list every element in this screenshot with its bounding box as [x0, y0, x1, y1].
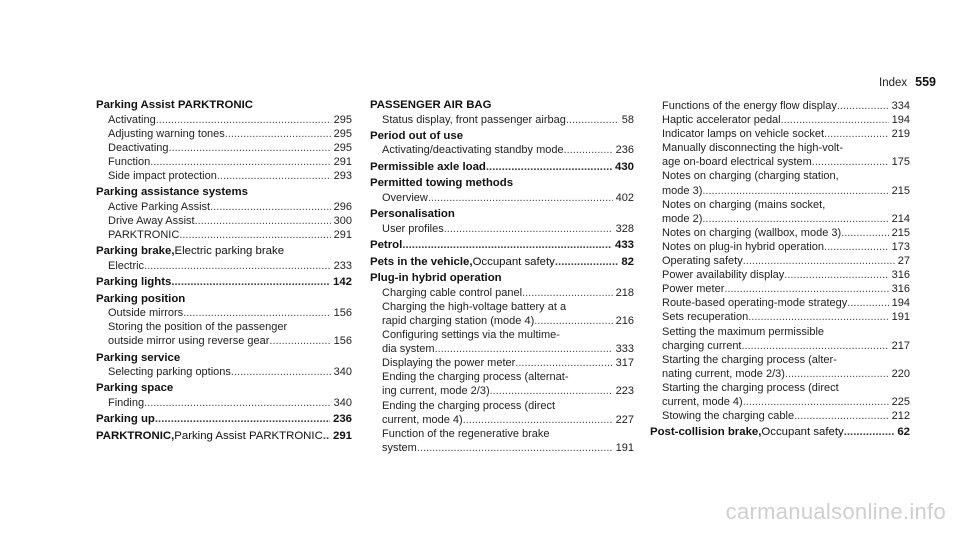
- index-entry: [370, 272, 634, 455]
- page-ref[interactable]: 216: [615, 314, 634, 327]
- page-ref[interactable]: 291: [333, 155, 352, 168]
- page-ref[interactable]: 402: [615, 191, 634, 204]
- entry-term[interactable]: Parking up: [96, 413, 155, 426]
- subentry-line: [108, 141, 352, 155]
- leader-dots: [743, 395, 889, 409]
- leader-dots: [534, 314, 612, 328]
- leader-dots: [564, 143, 613, 157]
- leader-dots: [171, 276, 330, 290]
- index-entry: [96, 245, 352, 273]
- subentry: [370, 356, 634, 370]
- page-ref[interactable]: 300: [333, 214, 352, 227]
- subentry-line: [108, 365, 352, 379]
- subentry: [96, 200, 352, 214]
- index-entry: [370, 99, 634, 127]
- page-ref[interactable]: 156: [333, 335, 352, 348]
- subentry-text[interactable]: Finding: [108, 396, 145, 409]
- entry-heading-line: [370, 239, 634, 253]
- entry-heading-line: [370, 177, 634, 191]
- subentry-text[interactable]: mode 2): [662, 212, 703, 225]
- subentry-text[interactable]: Power meter: [662, 283, 725, 296]
- subentry-line: [382, 191, 634, 205]
- leader-dots: [231, 365, 331, 379]
- subentry-text-line: Charging the high-voltage battery at a: [382, 300, 567, 313]
- subentry-text-line: Function of the regenerative brake: [382, 427, 550, 440]
- subentry-line: [662, 367, 910, 381]
- leader-dots: [417, 441, 613, 455]
- page-ref[interactable]: 225: [891, 395, 910, 408]
- subentry-text[interactable]: Functions of the energy flow display: [662, 100, 837, 112]
- entry-term[interactable]: PARKTRONIC,: [96, 429, 175, 442]
- leader-dots: [566, 113, 619, 127]
- page-ref[interactable]: 316: [891, 283, 910, 296]
- leader-dots: [522, 286, 613, 300]
- subentry: [650, 99, 910, 113]
- leader-dots: [702, 184, 888, 198]
- subentry-text[interactable]: current, mode 4): [662, 395, 743, 408]
- entry-term[interactable]: Parking assistance systems: [96, 186, 248, 199]
- leader-dots: [784, 268, 888, 282]
- index-column-1: [96, 99, 352, 447]
- subentry: [650, 127, 910, 141]
- leader-dots: [183, 306, 330, 320]
- subentry-line: [662, 282, 910, 296]
- subentry-text[interactable]: nating current, mode 2/3): [662, 367, 785, 380]
- subentry: [650, 113, 910, 127]
- index-entry: [96, 99, 352, 183]
- entry-heading-line: [96, 352, 352, 366]
- leader-dots: [402, 239, 612, 253]
- page-ref[interactable]: 296: [333, 200, 352, 213]
- subentry: [370, 328, 634, 356]
- leader-dots: [702, 212, 888, 226]
- subentry-text[interactable]: Electric: [108, 259, 145, 272]
- leader-dots: [225, 127, 331, 141]
- subentry-line: [108, 214, 352, 228]
- subentry-line: [662, 240, 910, 254]
- subentry-line: [662, 268, 910, 282]
- index-entry: [370, 256, 634, 270]
- index-entry: [96, 276, 352, 290]
- subentry-text[interactable]: Notes on charging (wallbox, mode 3): [662, 226, 842, 239]
- leader-dots: [837, 99, 889, 113]
- subentry-line: [382, 314, 634, 328]
- subentry: [370, 427, 634, 455]
- entry-heading-line: [96, 430, 352, 444]
- subentry-text[interactable]: Activating: [108, 113, 156, 126]
- page-ref[interactable]: 223: [615, 385, 634, 398]
- leader-dots: [156, 113, 331, 127]
- subentry-line: [382, 356, 634, 370]
- subentry-text[interactable]: Active Parking Assist: [108, 200, 211, 213]
- entry-heading-line: [370, 272, 634, 286]
- subentry: [96, 306, 352, 320]
- leader-dots: [169, 141, 331, 155]
- page-ref[interactable]: 27: [897, 255, 910, 268]
- leader-dots: [150, 155, 330, 169]
- page-ref[interactable]: 62: [897, 426, 910, 439]
- entry-term[interactable]: Pets in the vehicle,: [370, 255, 473, 268]
- leader-dots: [444, 222, 613, 236]
- leader-dots: [841, 226, 888, 240]
- leader-dots: [144, 396, 331, 410]
- subentry: [96, 169, 352, 183]
- entry-heading-line: [370, 208, 634, 222]
- subentry-line: [382, 286, 634, 300]
- page-ref[interactable]: 214: [891, 212, 910, 225]
- entry-term[interactable]: Period out of use: [370, 129, 464, 142]
- page-ref[interactable]: 291: [333, 228, 352, 241]
- subentry-text-line: Storing the position of the passenger: [108, 321, 288, 334]
- entry-heading-line: [96, 186, 352, 200]
- entry-term[interactable]: Parking service: [96, 351, 181, 364]
- subentry-line: [108, 306, 352, 320]
- entry-heading-line: [96, 245, 352, 259]
- leader-dots: [155, 413, 330, 427]
- leader-dots: [742, 339, 889, 353]
- subentry-line: [382, 143, 634, 157]
- subentry-text[interactable]: Side impact protection: [108, 169, 217, 182]
- subentry-line: [382, 384, 634, 398]
- subentry-line: [108, 200, 352, 214]
- page-ref[interactable]: 217: [891, 339, 910, 352]
- entry-heading-line: [96, 293, 352, 307]
- subentry-line: [382, 342, 634, 356]
- subentry-line: [108, 228, 352, 242]
- header-label: Index: [879, 77, 908, 89]
- subentry-text[interactable]: rapid charging station (mode 4): [382, 314, 535, 327]
- leader-dots: [824, 127, 889, 141]
- subentry-text[interactable]: Displaying the power meter: [382, 357, 516, 370]
- entry-term[interactable]: Parking brake,: [96, 245, 175, 258]
- entry-term[interactable]: Parking space: [96, 382, 174, 395]
- entry-heading-line: [96, 382, 352, 396]
- entry-heading-line: [370, 130, 634, 144]
- page-ref[interactable]: 340: [333, 366, 352, 379]
- leader-dots: [515, 356, 612, 370]
- leader-dots: [743, 254, 895, 268]
- leader-dots: [217, 169, 331, 183]
- page-ref[interactable]: 58: [621, 113, 634, 126]
- subentry-text[interactable]: Operating safety: [662, 255, 743, 268]
- page-ref[interactable]: 142: [332, 275, 352, 288]
- subentry-text[interactable]: Outside mirrors: [108, 307, 184, 320]
- page-ref[interactable]: 291: [332, 429, 352, 442]
- page-ref[interactable]: 191: [891, 311, 910, 324]
- page-ref[interactable]: 194: [891, 297, 910, 310]
- leader-dots: [785, 367, 889, 381]
- index-entry: [370, 208, 634, 236]
- subentry-text[interactable]: Selecting parking options: [108, 366, 231, 379]
- subentry: [650, 282, 910, 296]
- page-ref[interactable]: 215: [891, 184, 910, 197]
- subentry-text[interactable]: Route-based operating-mode strategy: [662, 297, 848, 310]
- page-number: 559: [915, 75, 936, 89]
- index-entry: [96, 430, 352, 444]
- subentry-text[interactable]: Haptic accelerator pedal: [662, 114, 781, 127]
- leader-dots: [463, 413, 613, 427]
- subentry: [96, 214, 352, 228]
- leader-dots: [824, 240, 889, 254]
- entry-see-also: Electric parking brake: [174, 245, 285, 258]
- leader-dots: [269, 334, 330, 348]
- subentry-text[interactable]: Charging cable control panel: [382, 286, 523, 299]
- subentry-text[interactable]: system: [382, 441, 417, 454]
- index-entry: [370, 239, 634, 253]
- leader-dots: [435, 342, 613, 356]
- subentry-text[interactable]: Notes on plug-in hybrid operation: [662, 240, 825, 253]
- index-column-3: [650, 99, 910, 443]
- subentry-text-line: Notes on charging (mains socket,: [662, 198, 826, 211]
- subentry-line: [662, 226, 910, 240]
- leader-dots: [724, 282, 888, 296]
- leader-dots: [323, 430, 330, 444]
- subentry-text-line: Ending the charging process (alternat-: [382, 371, 569, 384]
- subentry-line: [382, 441, 634, 455]
- subentry-line: [662, 155, 910, 169]
- subentry-text[interactable]: Status display, front passenger airbag: [382, 113, 566, 126]
- page-ref[interactable]: 328: [615, 222, 634, 235]
- subentry-line: [108, 169, 352, 183]
- page-ref[interactable]: 82: [621, 255, 634, 268]
- watermark: carmanualsonline.info: [725, 499, 946, 524]
- entry-heading-line: [370, 99, 634, 113]
- index-entry: [96, 382, 352, 410]
- entry-see-also: Occupant safety: [761, 426, 844, 439]
- subentry: [650, 268, 910, 282]
- page-ref[interactable]: 430: [614, 160, 634, 173]
- subentry-text-line: Ending the charging process (direct: [382, 399, 556, 412]
- page-ref[interactable]: 236: [615, 144, 634, 157]
- page-ref[interactable]: 295: [333, 113, 352, 126]
- leader-dots: [555, 256, 618, 270]
- subentry: [650, 254, 910, 268]
- subentry-text[interactable]: User profiles: [382, 222, 444, 235]
- entry-term[interactable]: Parking position: [96, 292, 186, 305]
- subentry-text[interactable]: Power availability display: [662, 269, 785, 282]
- page-ref[interactable]: 218: [615, 286, 634, 299]
- page-ref[interactable]: 191: [615, 441, 634, 454]
- subentry: [370, 370, 634, 398]
- page-ref[interactable]: 233: [333, 259, 352, 272]
- subentry-line: [662, 184, 910, 198]
- subentry-text[interactable]: current, mode 4): [382, 413, 463, 426]
- leader-dots: [486, 161, 612, 175]
- subentry: [96, 396, 352, 410]
- subentry-text[interactable]: Adjusting warning tones: [108, 127, 225, 140]
- entry-heading-line: [96, 99, 352, 113]
- page-ref[interactable]: 293: [333, 169, 352, 182]
- subentry-line: [662, 296, 910, 310]
- page-ref[interactable]: 316: [891, 269, 910, 282]
- entry-term[interactable]: PASSENGER AIR BAG: [370, 99, 492, 111]
- subentry: [96, 320, 352, 348]
- page-ref[interactable]: 340: [333, 396, 352, 409]
- subentry-line: [662, 395, 910, 409]
- page-header: [879, 75, 936, 89]
- subentry-line: [662, 99, 910, 113]
- entry-see-also: Parking Assist PARKTRONIC: [174, 429, 323, 442]
- subentry-text[interactable]: ing current, mode 2/3): [382, 385, 490, 398]
- entry-heading-line: [96, 413, 352, 427]
- index-entry: [96, 352, 352, 380]
- entry-term[interactable]: Permissible axle load: [370, 160, 486, 173]
- subentry: [650, 310, 910, 324]
- entry-see-also: Occupant safety: [472, 255, 555, 268]
- subentry-line: [382, 222, 634, 236]
- subentry: [370, 222, 634, 236]
- subentry-line: [382, 413, 634, 427]
- index-entry: [96, 413, 352, 427]
- entry-heading-line: [370, 256, 634, 270]
- entry-term[interactable]: Plug-in hybrid operation: [370, 272, 502, 285]
- leader-dots: [179, 228, 330, 242]
- subentry: [650, 240, 910, 254]
- subentry: [370, 143, 634, 157]
- subentry-text[interactable]: mode 3): [662, 184, 703, 197]
- index-column-2: [370, 99, 634, 458]
- leader-dots: [748, 310, 888, 324]
- entry-term[interactable]: Personalisation: [370, 208, 455, 221]
- index-entry: [370, 177, 634, 205]
- page-ref[interactable]: 220: [891, 367, 910, 380]
- subentry: [370, 191, 634, 205]
- subentry-text[interactable]: outside mirror using reverse gear: [108, 335, 270, 348]
- subentry: [96, 127, 352, 141]
- subentry: [96, 155, 352, 169]
- page-ref[interactable]: 212: [891, 410, 910, 423]
- entry-term[interactable]: Petrol: [370, 238, 403, 251]
- index-entry: [370, 130, 634, 158]
- entry-term[interactable]: Parking lights: [96, 275, 172, 288]
- subentry-text[interactable]: Stowing the charging cable: [662, 410, 795, 423]
- index-entry: [370, 161, 634, 175]
- subentry-line: [662, 127, 910, 141]
- leader-dots: [781, 113, 889, 127]
- leader-dots: [210, 200, 331, 214]
- leader-dots: [844, 426, 895, 440]
- subentry: [650, 226, 910, 240]
- subentry-line: [662, 310, 910, 324]
- page-ref[interactable]: 156: [333, 307, 352, 320]
- subentry-line: [108, 334, 352, 348]
- page-ref[interactable]: 317: [615, 357, 634, 370]
- page-ref[interactable]: 236: [332, 413, 352, 426]
- subentry-text-line: Configuring settings via the multime-: [382, 329, 560, 342]
- subentry: [650, 141, 910, 169]
- subentry: [370, 300, 634, 328]
- subentry-line: [662, 212, 910, 226]
- subentry-text-line: Notes on charging (charging station,: [662, 170, 839, 183]
- leader-dots: [847, 296, 888, 310]
- subentry: [96, 259, 352, 273]
- subentry: [650, 198, 910, 226]
- leader-dots: [144, 259, 331, 273]
- subentry: [96, 141, 352, 155]
- subentry-text-line: Starting the charging process (direct: [662, 381, 839, 394]
- index-entry: [96, 293, 352, 349]
- subentry-text[interactable]: age on-board electrical system: [662, 156, 812, 169]
- leader-dots: [812, 155, 889, 169]
- subentry: [650, 296, 910, 310]
- page-ref[interactable]: 334: [891, 100, 910, 112]
- subentry-text-line: Starting the charging process (alter-: [662, 353, 837, 366]
- subentry: [650, 353, 910, 381]
- index-entry: [650, 426, 910, 440]
- subentry: [96, 228, 352, 242]
- subentry-line: [108, 155, 352, 169]
- page-ref[interactable]: 194: [891, 114, 910, 127]
- subentry: [370, 113, 634, 127]
- subentry: [650, 169, 910, 197]
- entry-term[interactable]: Post-collision brake,: [650, 426, 762, 439]
- subentry-line: [108, 259, 352, 273]
- subentry-line: [662, 254, 910, 268]
- subentry-text[interactable]: charging current: [662, 339, 742, 352]
- subentry: [370, 399, 634, 427]
- subentry-text[interactable]: Overview: [382, 191, 428, 204]
- subentry-text[interactable]: Sets recuperation: [662, 311, 749, 324]
- subentry-text[interactable]: Drive Away Assist: [108, 214, 195, 227]
- page-ref[interactable]: 173: [891, 240, 910, 253]
- subentry-line: [108, 396, 352, 410]
- subentry-text[interactable]: dia system: [382, 343, 435, 356]
- page-ref[interactable]: 433: [614, 238, 634, 251]
- subentry-text[interactable]: Deactivating: [108, 141, 169, 154]
- entry-term[interactable]: Parking Assist PARKTRONIC: [96, 99, 253, 111]
- page-ref[interactable]: 295: [333, 127, 352, 140]
- subentry-line: [108, 127, 352, 141]
- subentry: [370, 286, 634, 300]
- page-ref[interactable]: 333: [615, 343, 634, 356]
- subentry-text-line: Setting the maximum permissible: [662, 325, 825, 338]
- entry-term[interactable]: Permitted towing methods: [370, 177, 514, 190]
- page-ref[interactable]: 227: [615, 413, 634, 426]
- page-ref[interactable]: 295: [333, 141, 352, 154]
- subentry-text-line: Manually disconnecting the high-volt-: [662, 142, 843, 155]
- subentry: [650, 381, 910, 409]
- subentry: [650, 409, 910, 423]
- subentry: [650, 325, 910, 353]
- subentry: [96, 113, 352, 127]
- subentry-text[interactable]: Function: [108, 155, 151, 168]
- subentry-line: [662, 113, 910, 127]
- index-entry: [650, 99, 910, 423]
- entry-heading-line: [370, 161, 634, 175]
- subentry-text[interactable]: Indicator lamps on vehicle socket: [662, 128, 825, 141]
- leader-dots: [794, 409, 889, 423]
- page-ref[interactable]: 215: [891, 226, 910, 239]
- page-ref[interactable]: 219: [891, 128, 910, 141]
- index-entry: [96, 186, 352, 242]
- entry-heading-line: [650, 426, 910, 440]
- leader-dots: [428, 191, 613, 205]
- leader-dots: [490, 384, 613, 398]
- entry-heading-line: [96, 276, 352, 290]
- subentry-line: [662, 409, 910, 423]
- subentry-line: [382, 113, 634, 127]
- leader-dots: [195, 214, 331, 228]
- subentry-line: [662, 339, 910, 353]
- page-ref[interactable]: 175: [891, 156, 910, 169]
- subentry-text[interactable]: PARKTRONIC: [108, 228, 180, 241]
- subentry-line: [108, 113, 352, 127]
- subentry: [96, 365, 352, 379]
- subentry-text[interactable]: Activating/deactivating standby mode: [382, 144, 564, 157]
